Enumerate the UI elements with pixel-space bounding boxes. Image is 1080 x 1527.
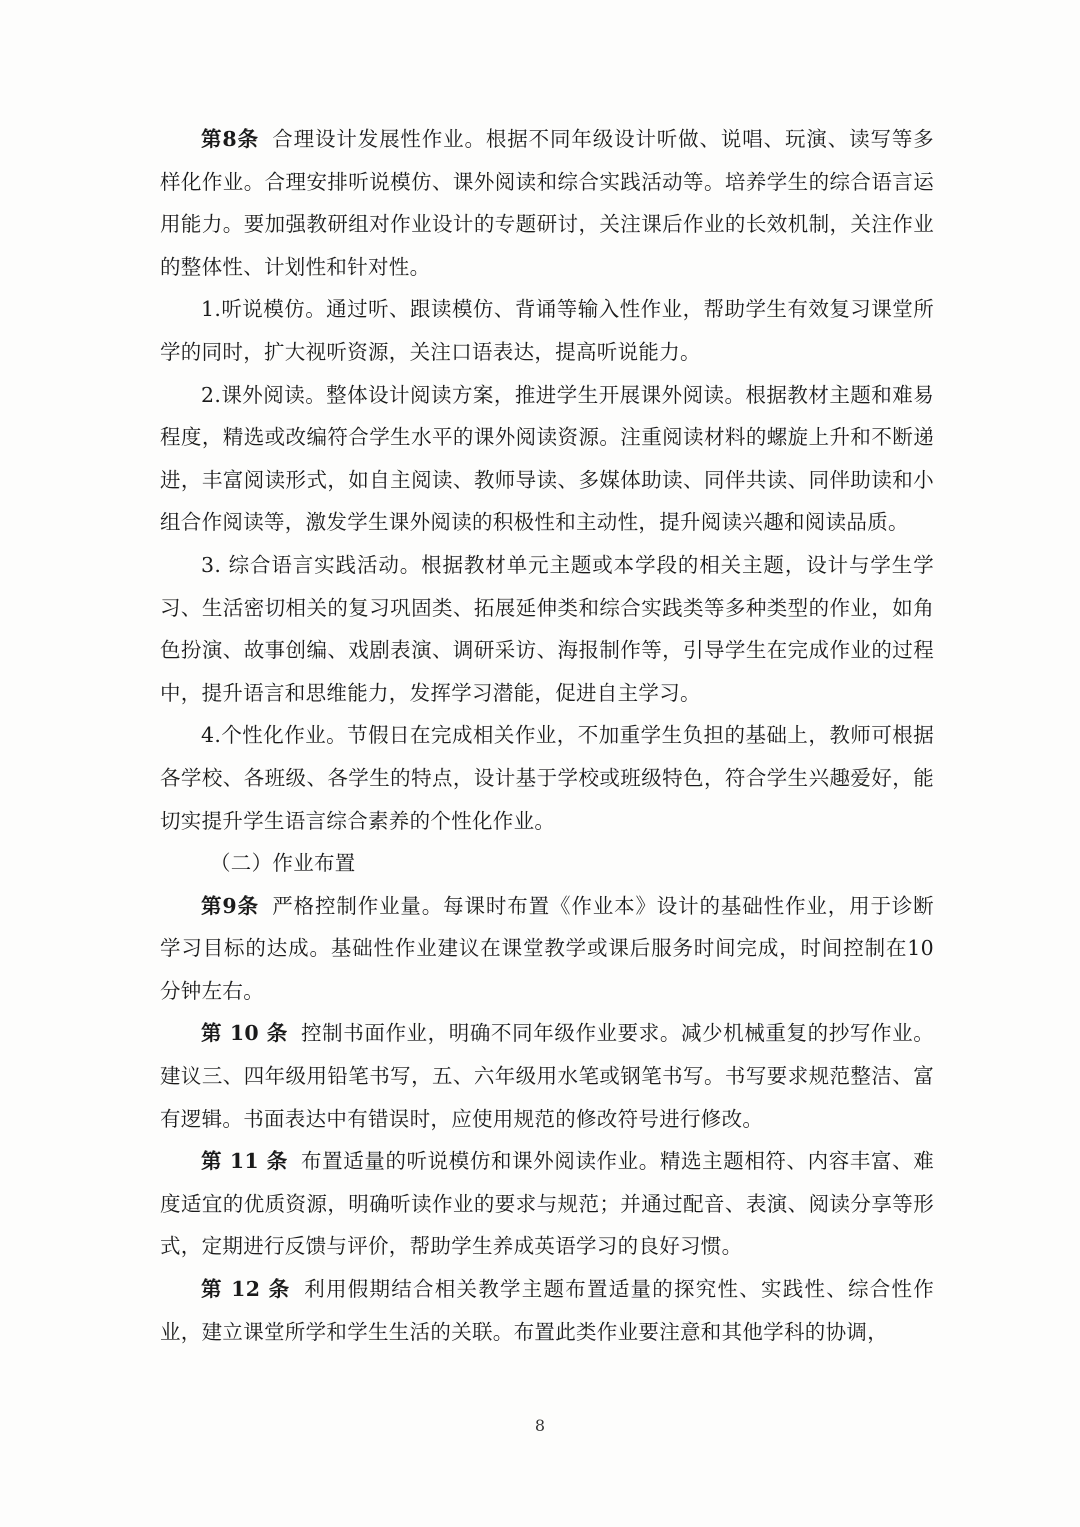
article-text: 严格控制作业量。每课时布置《作业本》设计的基础性作业，用于诊断学习目标的达成。基础性作业建议在课堂教学或课后服务时间完成，时间控制在10分钟左右。: [160, 893, 934, 1003]
article-label: 第 10 条: [201, 1021, 288, 1046]
article-text: 利用假期结合相关教学主题布置适量的探究性、实践性、综合性作业，建立课堂所学和学生生活的关联。布置此类作业要注意和其他学科的协调，: [160, 1277, 934, 1344]
article-10: [160, 1012, 934, 1140]
article-label: 第 12 条: [201, 1277, 291, 1302]
article-12: [160, 1268, 934, 1353]
article-text: 布置适量的听说模仿和课外阅读作业。精选主题相符、内容丰富、难度适宜的优质资源，明确听读作业的要求与规范；并通过配音、表演、阅读分享等形式，定期进行反馈与评价，帮助学生养成英语学习的良好习惯。: [160, 1149, 935, 1259]
page-number: 8: [534, 1416, 546, 1435]
article-text: 控制书面作业，明确不同年级作业要求。减少机械重复的抄写作业。建议三、四年级用铅笔书写，五、六年级用水笔或钢笔书写。书写要求规范整洁、富有逻辑。书面表达中有错误时，应使用规范的修改符号进行修改。: [160, 1021, 935, 1131]
section-heading: （二）作业布置: [210, 851, 356, 876]
article-label: 第9条: [201, 893, 259, 918]
article-8: [160, 118, 934, 288]
article-text: 合理设计发展性作业。根据不同年级设计听做、说唱、玩演、读写等多样化作业。合理安排听说模仿、课外阅读和综合实践活动等。培养学生的综合语言运用能力。要加强教研组对作业设计的专题研讨，关注课后作业的长效机制，关注作业的整体性、计划性和针对性。: [160, 127, 934, 279]
item-extracurricular-reading: 2.课外阅读。整体设计阅读方案，推进学生开展课外阅读。根据教材主题和难易程度，精选或改编符合学生水平的课外阅读资源。注重阅读材料的螺旋上升和不断递进，丰富阅读形式，如自主阅读、教师导读、多媒体助读、同伴共读、同伴助读和小组合作阅读等，激发学生课外阅读的积极性和主动性，提升阅读兴趣和阅读品质。: [160, 382, 934, 535]
item-personalized-homework: 4.个性化作业。节假日在完成相关作业，不加重学生负担的基础上，教师可根据各学校、各班级、各学生的特点，设计基于学校或班级特色，符合学生兴趣爱好，能切实提升学生语言综合素养的个性化作业。: [160, 723, 934, 833]
article-label: 第 11 条: [201, 1149, 288, 1174]
article-11: [160, 1140, 934, 1268]
item-language-practice: 3. 综合语言实践活动。根据教材单元主题或本学段的相关主题，设计与学生学习、生活密切相关的复习巩固类、拓展延伸类和综合实践类等多种类型的作业，如角色扮演、故事创编、戏剧表演、调研采访、海报制作等，引导学生在完成作业的过程中，提升语言和思维能力，发挥学习潜能，促进自主学习。: [160, 552, 934, 705]
document-body: [160, 118, 934, 1353]
article-9: [160, 885, 934, 1013]
item-listening-imitation: 1.听说模仿。通过听、跟读模仿、背诵等输入性作业，帮助学生有效复习课堂所学的同时，扩大视听资源，关注口语表达，提高听说能力。: [160, 297, 934, 364]
article-label: 第8条: [201, 127, 259, 151]
